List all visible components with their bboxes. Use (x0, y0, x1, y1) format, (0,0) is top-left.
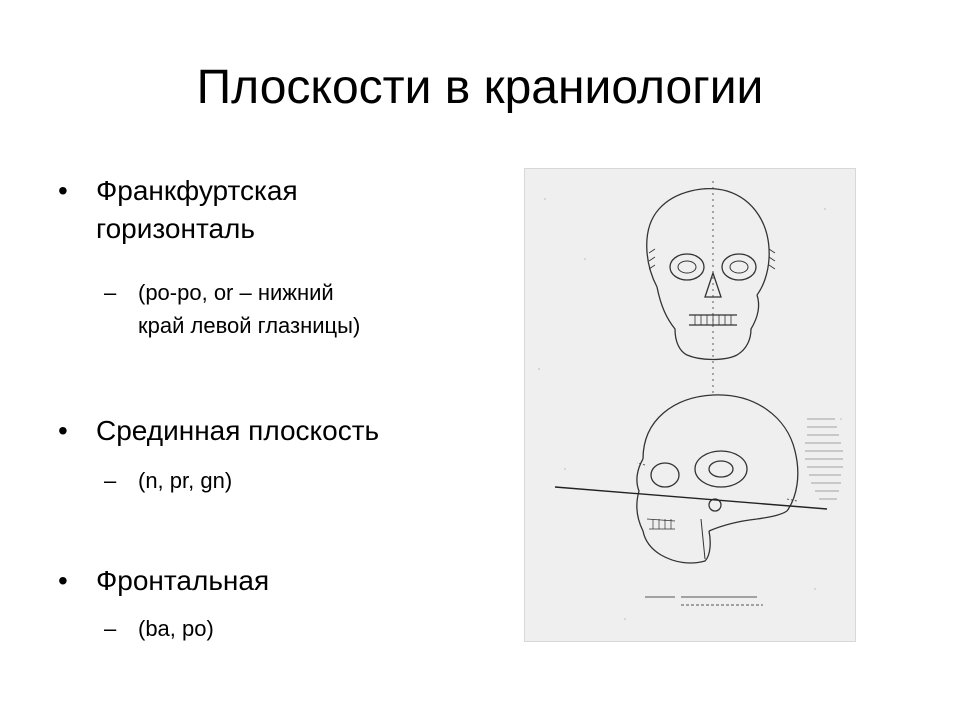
sub-bullet-line: (po-po, or – нижний (138, 280, 334, 305)
bullet-text-line: Франкфуртская (96, 175, 298, 206)
sub-bullet-marker: – (104, 280, 117, 305)
skull-illustration (524, 168, 856, 642)
sub-bullet-marker: – (104, 468, 117, 493)
sub-bullet-marker: – (104, 616, 117, 641)
caption-scribble-icon (645, 597, 763, 605)
slide-title: Плоскости в краниологии (196, 61, 764, 114)
sub-bullet-text: (ba, po) (138, 616, 214, 641)
bullet-frankfurt (58, 172, 498, 352)
bullet-marker: • (58, 565, 68, 596)
bullet-text: Срединная плоскость (96, 415, 380, 446)
bullet-marker: • (58, 175, 68, 206)
bullet-median-plane (58, 412, 498, 512)
bullet-text-line: горизонталь (96, 213, 255, 244)
sub-bullet-line: край левой глазницы) (138, 313, 361, 338)
bullet-text: Фронтальная (96, 565, 270, 596)
bullet-text (96, 172, 496, 248)
sub-bullet-text (138, 276, 478, 342)
hatch-pattern-icon (805, 419, 843, 499)
bullet-marker: • (58, 415, 68, 446)
skull-front-view-icon (647, 181, 775, 394)
skull-side-view-icon (555, 395, 827, 563)
bullet-frontal (58, 562, 498, 662)
sub-bullet-text: (n, pr, gn) (138, 468, 233, 493)
